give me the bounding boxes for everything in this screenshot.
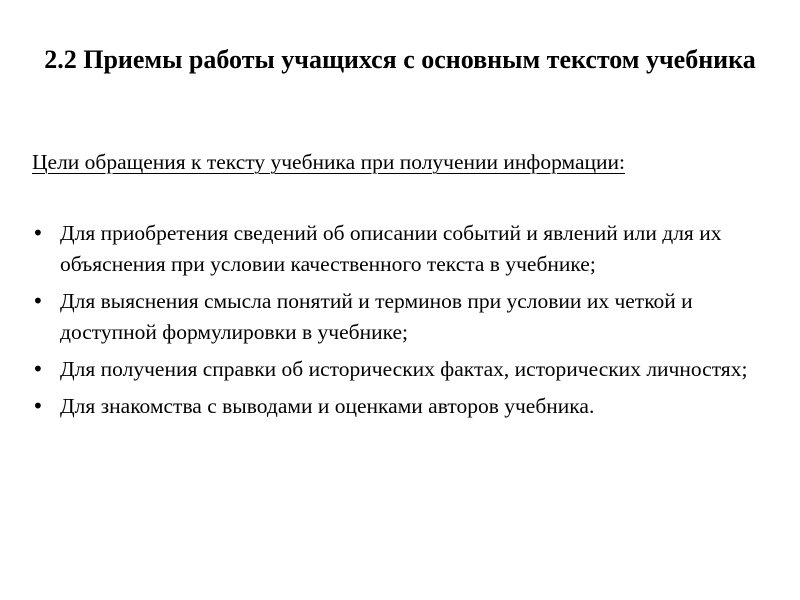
list-item: [32, 391, 772, 422]
list-item: [32, 218, 772, 280]
slide-title: 2.2 Приемы работы учащихся с основным текстом учебника: [44, 45, 756, 74]
bullet-text: Для выяснения смысла понятий и терминов при условии их четкой и доступной формулировки в учебнике;: [60, 289, 693, 344]
bullet-icon: •: [32, 394, 44, 418]
slide-subtitle: Цели обращения к тексту учебника при получении информации:: [32, 150, 626, 174]
bullet-icon: •: [32, 221, 44, 245]
bullet-list: [32, 218, 772, 428]
list-item: [32, 286, 772, 348]
bullet-text: Для приобретения сведений об описании событий и явлений или для их объяснения при условии качественного текста в учебнике;: [60, 221, 722, 276]
list-item: [32, 354, 772, 385]
bullet-text: Для знакомства с выводами и оценками авторов учебника.: [60, 394, 595, 418]
bullet-icon: •: [32, 357, 44, 381]
bullet-icon: •: [32, 289, 44, 313]
bullet-text: Для получения справки об исторических фактах, исторических личностях;: [60, 357, 748, 381]
